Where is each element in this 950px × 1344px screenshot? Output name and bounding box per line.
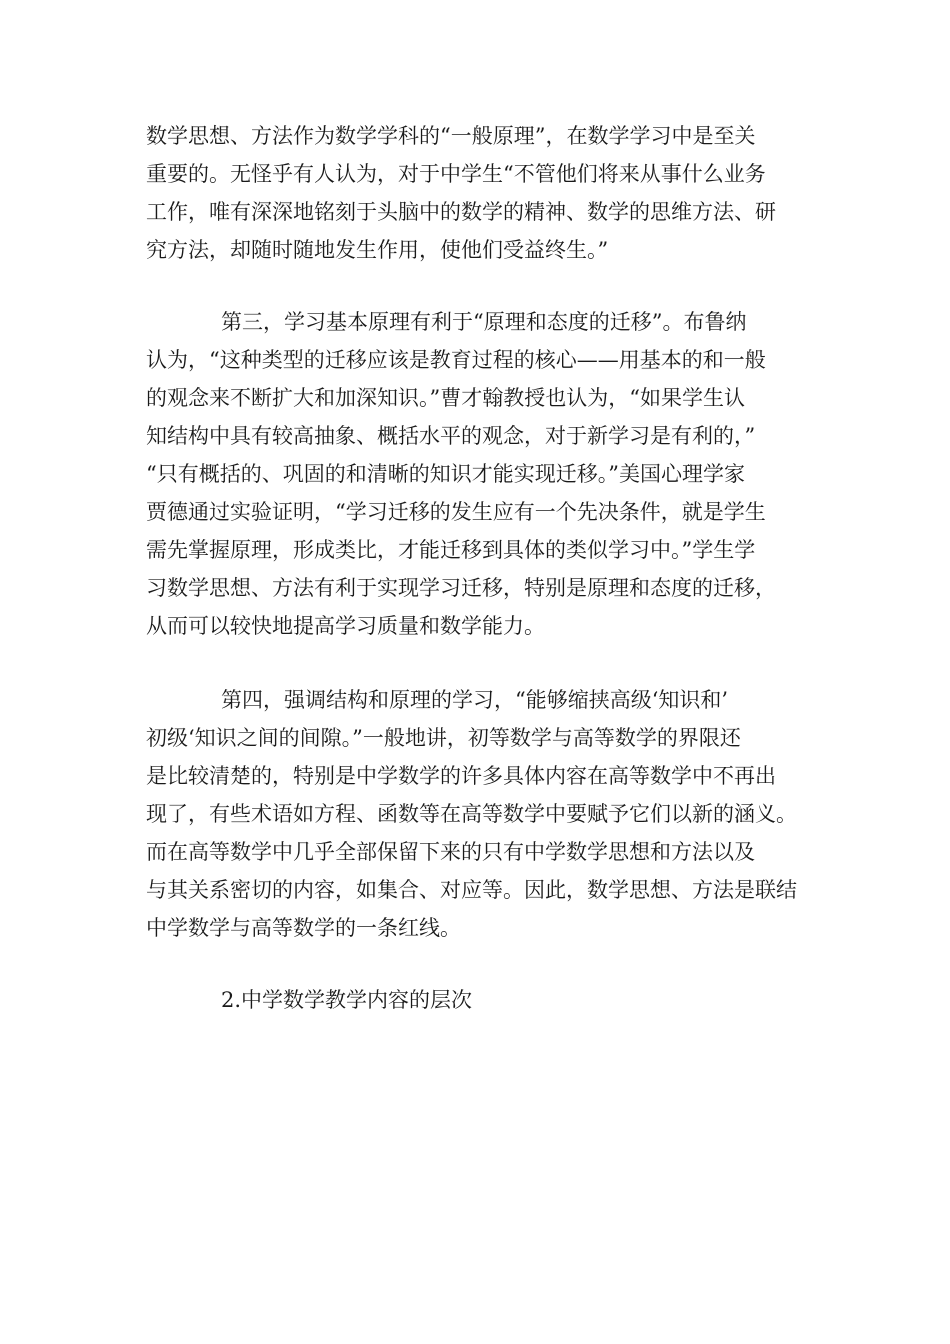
- paragraph-2: [146, 303, 836, 645]
- text-line: 究方法，却随时随地发生作用，使他们受益终生。”: [146, 238, 609, 262]
- section-heading-text: 2.中学数学教学内容的层次: [221, 988, 473, 1012]
- text-line: 习数学思想、方法有利于实现学习迁移，特别是原理和态度的迁移，: [146, 576, 776, 600]
- text-line: 数学思想、方法作为数学学科的“一般原理”，在数学学习中是至关: [146, 124, 756, 148]
- text-line: 的观念来不断扩大和加深知识。”曹才翰教授也认为，“如果学生认: [146, 386, 745, 410]
- paragraph-3: [146, 681, 836, 947]
- text-line: 初级‘知识之间的间隙。”一般地讲，初等数学与高等数学的界限还: [146, 726, 741, 750]
- document-body: [146, 117, 836, 1019]
- text-line: 从而可以较快地提高学习质量和数学能力。: [146, 614, 545, 638]
- paragraph-1: [146, 117, 836, 269]
- text-line: 而在高等数学中几乎全部保留下来的只有中学数学思想和方法以及: [146, 840, 755, 864]
- text-line: 第三，学习基本原理有利于“原理和态度的迁移”。布鲁纳: [221, 310, 747, 334]
- text-line: 工作，唯有深深地铭刻于头脑中的数学的精神、数学的思维方法、研: [146, 200, 776, 224]
- text-line: 与其关系密切的内容，如集合、对应等。因此，数学思想、方法是联结: [146, 878, 797, 902]
- text-line: 是比较清楚的，特别是中学数学的许多具体内容在高等数学中不再出: [146, 764, 776, 788]
- text-line: 重要的。无怪乎有人认为，对于中学生“不管他们将来从事什么业务: [146, 162, 766, 186]
- text-line: 知结构中具有较高抽象、概括水平的观念，对于新学习是有利的，”: [146, 424, 756, 448]
- text-line: 中学数学与高等数学的一条红线。: [146, 916, 461, 940]
- text-line: “只有概括的、巩固的和清晰的知识才能实现迁移。”美国心理学家: [146, 462, 745, 486]
- text-line: 贾德通过实验证明，“学习迁移的发生应有一个先决条件，就是学生: [146, 500, 766, 524]
- text-line: 现了，有些术语如方程、函数等在高等数学中要赋予它们以新的涵义。: [146, 802, 797, 826]
- text-line: 需先掌握原理，形成类比，才能迁移到具体的类似学习中。”学生学: [146, 538, 756, 562]
- text-line: 认为，“这种类型的迁移应该是教育过程的核心——用基本的和一般: [146, 348, 766, 372]
- text-line: 第四，强调结构和原理的学习，“能够缩挟高级‘知识和’: [221, 688, 729, 712]
- section-heading: [146, 981, 836, 1019]
